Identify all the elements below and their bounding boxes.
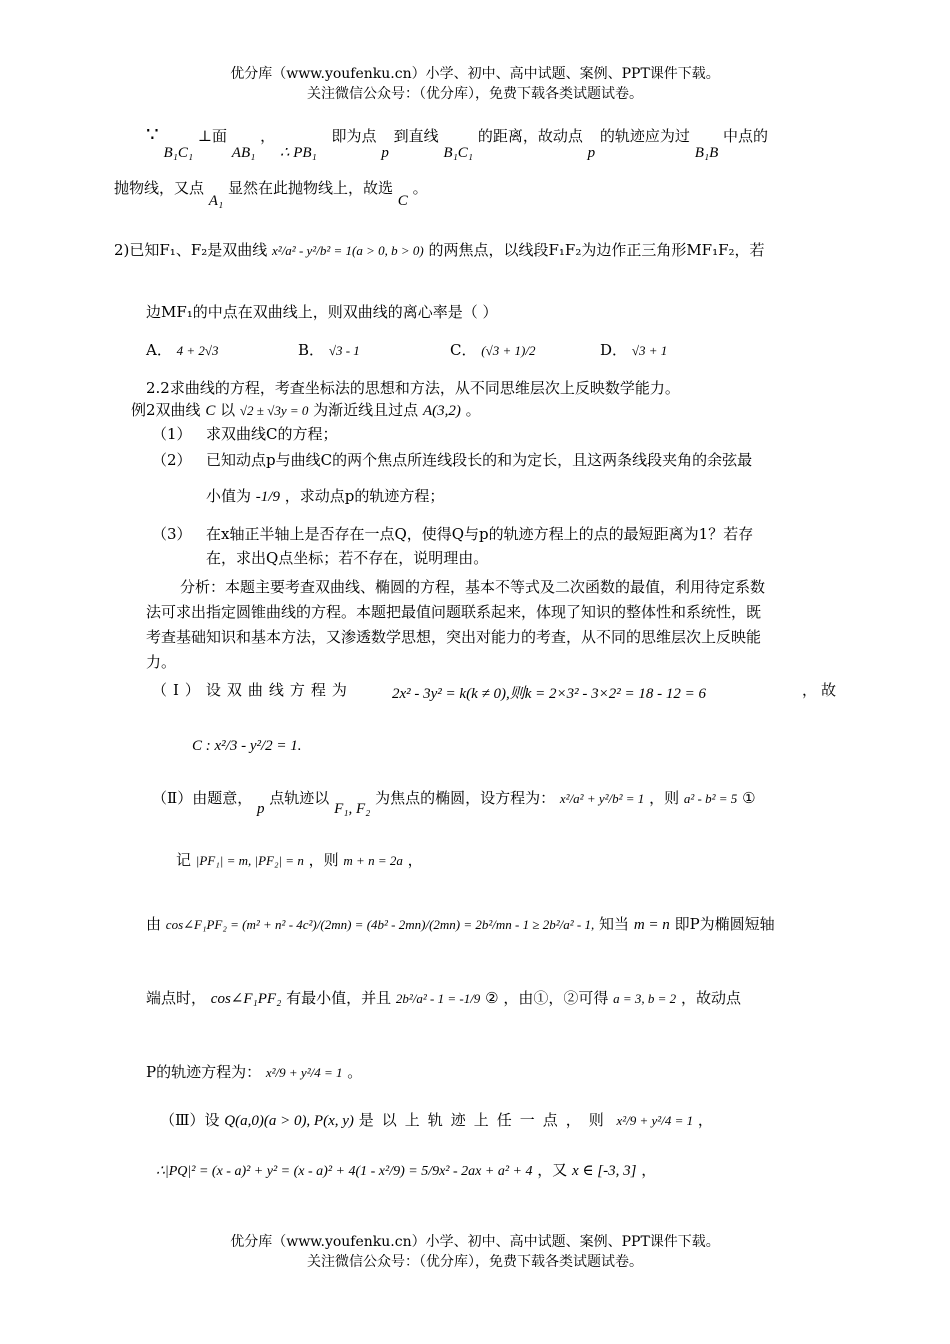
- math-c: C: [397, 193, 408, 209]
- part-2-line-2: [176, 850, 423, 871]
- p2-traj-post: 。: [347, 1063, 363, 1081]
- part-1-tail: ，故: [802, 681, 841, 699]
- part-1-equation: 2x² - 3y² = k(k ≠ 0),则k = 2×3² - 3×2² = 18 - 12 = 6: [392, 686, 706, 702]
- p3-ellipse: x²/9 + y²/4 = 1: [616, 1113, 694, 1128]
- p2-m-plus-n: m + n = 2a: [343, 853, 403, 868]
- part-2-line-4: [146, 988, 741, 1009]
- p3-points: Q(a,0)(a > 0), P(x, y): [224, 1113, 354, 1129]
- question-2-line-1: [114, 240, 765, 261]
- analysis-line-2: 法可求出指定圆锥曲线的方程。本题把最值问题联系起来，体现了知识的整体性和系统性，既: [146, 603, 762, 621]
- q2-text-2: 的两焦点，以线段F₁F₂为边作正三角形MF₁F₂，若: [428, 241, 765, 259]
- math-ab1: AB₁: [231, 145, 256, 161]
- p3-text-4: ，又: [537, 1161, 568, 1179]
- ex2-text-4: 。: [465, 401, 481, 419]
- item-2-number: （2）: [152, 451, 192, 469]
- option-d-value: √3 + 1: [631, 343, 668, 358]
- p2-you: 由: [146, 915, 162, 933]
- p2-text-4: ，则: [649, 789, 680, 807]
- p2-d1: 端点时，: [146, 989, 207, 1007]
- ex2-point-a: A(3,2): [422, 403, 461, 419]
- p2-ellipse-equation: x²/a² + y²/b² = 1: [559, 791, 645, 806]
- text-l1-3: 的距离，故动点: [477, 127, 583, 145]
- ex2-text-2: 以: [220, 401, 236, 419]
- math-b1b: B₁B: [694, 145, 719, 161]
- analysis-line-3: 考查基础知识和基本方法，又渗透数学思想，突出对能力的考查，从不同的思维层次上反映能: [146, 628, 762, 646]
- p2-text-3: 为焦点的椭圆，设方程为：: [375, 789, 556, 807]
- part-2-line-3: [146, 914, 775, 935]
- p2-point-p: p: [256, 801, 265, 817]
- p2-min-equation: 2b²/a² - 1 = -1/9: [395, 991, 481, 1006]
- option-a: [146, 340, 219, 361]
- p2-cos-angle: cos∠F₁PF₂: [210, 991, 282, 1007]
- option-b-label: B．: [298, 341, 325, 359]
- p2-ze: ，则: [308, 851, 339, 869]
- text-l1-1: 即为点: [331, 127, 377, 145]
- p2-trajectory-equation: x²/9 + y²/4 = 1: [265, 1065, 343, 1080]
- item-2-min-cos: -1/9: [255, 489, 280, 505]
- item-1-number: （1）: [152, 425, 192, 443]
- question-2-line-2: 边MF₁的中点在双曲线上，则双曲线的离心率是（ ）: [146, 303, 498, 321]
- section-2-2-heading: 2.2求曲线的方程，考查坐标法的思想和方法，从不同思维层次上反映数学能力。: [146, 379, 680, 397]
- math-p-moving: p: [587, 145, 596, 161]
- text-l1-4: 的轨迹应为过: [599, 127, 690, 145]
- p3-pq-squared: ∴|PQ|² = (x - a)² + y² = (x - a)² + 4(1 - x²/9) = 5/9x² - 2ax + a² + 4: [156, 1164, 533, 1179]
- p3-text-1: （Ⅲ）设: [160, 1111, 220, 1129]
- part-1-result: C : x²/3 - y²/2 = 1.: [192, 738, 302, 754]
- ex2-text-1: 例2双曲线: [131, 401, 201, 419]
- part-2-line-1: [152, 788, 756, 817]
- p2-m-eq-n: m = n: [633, 917, 670, 933]
- p2-a-b-values: a = 3, b = 2: [613, 991, 677, 1006]
- option-d-label: D．: [600, 341, 628, 359]
- item-2-post: ，求动点p的轨迹方程；: [284, 487, 445, 505]
- math-a1: A₁: [208, 193, 224, 209]
- p3-domain: x ∈ [-3, 3]: [572, 1163, 637, 1179]
- p3-text-2: 是以上轨迹上任一点，则: [358, 1111, 612, 1129]
- item-3-text-line-2: 在，求出Q点坐标；若不存在，说明理由。: [206, 549, 489, 567]
- text-l2-2: 显然在此抛物线上，故选: [227, 179, 393, 197]
- text-l1-2: 到直线: [393, 127, 439, 145]
- p2-mn-end: ，: [407, 851, 423, 869]
- math-b1c1-line: B₁C₁: [443, 145, 474, 161]
- text-l2-1: 抛物线，又点: [114, 179, 205, 197]
- p2-tail: 即P为椭圆短轴: [674, 915, 775, 933]
- option-c-label: C．: [450, 341, 477, 359]
- p2-foci: F₁, F₂: [334, 801, 371, 817]
- p2-d3: ，由①，②可得: [503, 989, 609, 1007]
- p2-pf-definitions: |PF₁| = m, |PF₂| = n: [195, 853, 304, 868]
- p2-mark-1: ①: [742, 789, 756, 807]
- option-d: [600, 340, 667, 361]
- page-footer-line-2: 关注微信公众号：（优分库），免费下载各类试题试卷。: [307, 1254, 643, 1270]
- page-header-line-2: 关注微信公众号：（优分库），免费下载各类试题试卷。: [307, 86, 643, 102]
- page-header-line-1: 优分库（www.youfenku.cn）小学、初中、高中试题、案例、PPT课件下载。: [230, 66, 720, 82]
- item-3-number: （3）: [152, 525, 192, 543]
- ex2-curve-c: C: [205, 403, 216, 419]
- p2-cosine-expression: cos∠F₁PF₂ = (m² + n² - 4c²)/(2mn) = (4b² - 2mn)/(2mn) = 2b²/mn - 1 ≥ 2b²/a² - 1,: [165, 917, 595, 932]
- p2-a2-minus-b2: a² - b² = 5: [683, 791, 738, 806]
- part-2-line-5: [146, 1062, 362, 1083]
- p2-mark-2: ②: [485, 989, 499, 1007]
- q2-text-1: 2)已知F₁、F₂是双曲线: [114, 241, 268, 259]
- text-perp-plane: ⊥面: [197, 127, 228, 145]
- p2-d4: ，故动点: [680, 989, 741, 1007]
- text-l1-5: 中点的: [723, 127, 769, 145]
- p2-ji: 记: [176, 851, 192, 869]
- part-3-line-1: [160, 1110, 713, 1131]
- option-b: [298, 340, 360, 361]
- option-c: [450, 340, 535, 361]
- p3-text-3: ，: [697, 1111, 713, 1129]
- option-a-value: 4 + 2√3: [176, 343, 219, 358]
- option-a-label: A．: [146, 341, 172, 359]
- item-2-pre: 小值为: [206, 487, 252, 505]
- ex2-text-3: 为渐近线且过点: [313, 401, 419, 419]
- p2-text-1: （Ⅱ）由题意，: [152, 789, 253, 807]
- text-l2-3: 。: [412, 179, 428, 197]
- p2-traj-pre: P的轨迹方程为：: [146, 1063, 262, 1081]
- ex2-asymptote: √2 ± √3y = 0: [239, 403, 309, 418]
- item-1-text: 求双曲线C的方程；: [206, 425, 338, 443]
- item-3-text-line-1: 在x轴正半轴上是否存在一点Q，使得Q与p的轨迹方程上的点的最短距离为1？若存: [206, 525, 754, 543]
- part-1-label: （Ⅰ）设双曲线方程为: [152, 681, 353, 699]
- part-3-line-2: [156, 1160, 656, 1182]
- because-symbol: ∵: [146, 122, 159, 146]
- option-b-value: √3 - 1: [328, 343, 360, 358]
- p2-zhi: 知当: [599, 915, 630, 933]
- math-therefore-pb1: ∴ PB₁: [279, 145, 317, 161]
- math-p: p: [381, 145, 389, 161]
- text-comma: ，: [260, 127, 276, 145]
- example-2-statement: [131, 400, 481, 421]
- body-line-2: [114, 178, 428, 209]
- analysis-line-1: 分析：本题主要考查双曲线、椭圆的方程，基本不等式及二次函数的最值，利用待定系数: [180, 578, 766, 596]
- q2-hyperbola-equation: x²/a² - y²/b² = 1(a > 0, b > 0): [272, 243, 424, 258]
- p2-d2: 有最小值，并且: [286, 989, 392, 1007]
- math-b1c1: B₁C₁: [163, 145, 194, 161]
- option-c-value: (√3 + 1)/2: [481, 343, 536, 358]
- analysis-line-4: 力。: [146, 653, 177, 671]
- item-2-text-line-1: 已知动点p与曲线C的两个焦点所连线段长的和为定长，且这两条线段夹角的余弦最: [206, 451, 753, 469]
- p3-text-5: ，: [641, 1161, 657, 1179]
- body-line-1: [146, 122, 769, 161]
- item-2-text-line-2: [206, 486, 444, 507]
- page-footer-line-1: 优分库（www.youfenku.cn）小学、初中、高中试题、案例、PPT课件下载。: [230, 1234, 720, 1250]
- p2-text-2: 点轨迹以: [269, 789, 330, 807]
